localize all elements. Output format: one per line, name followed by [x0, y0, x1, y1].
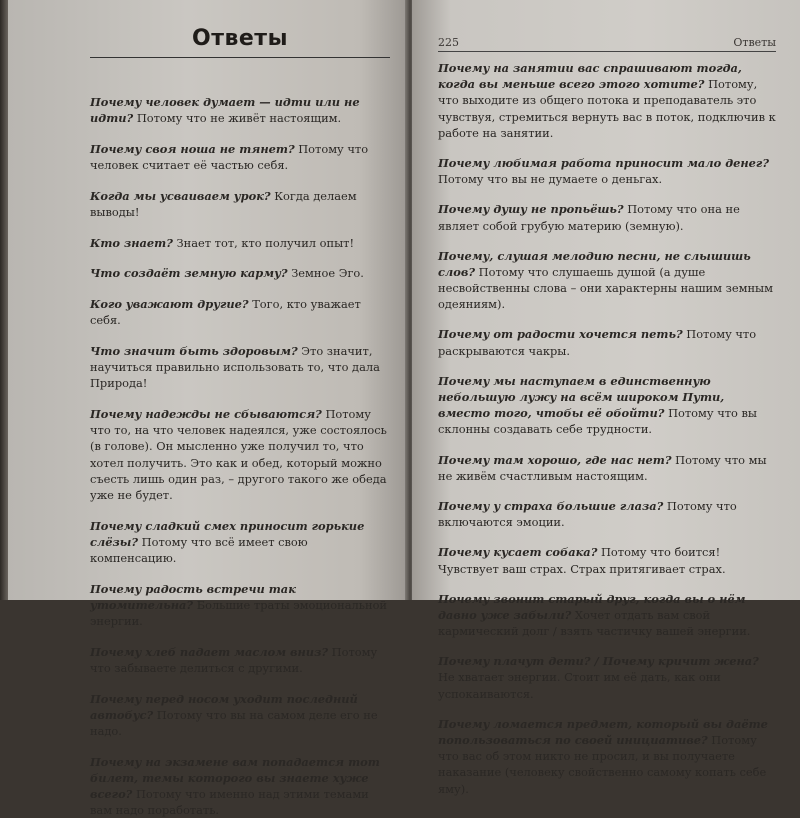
- qa-item: [90, 94, 390, 126]
- answer: Потому что вы склонны создавать себе трудности.: [438, 406, 757, 437]
- answer: Потому что слушаешь душой (а душе несвойственны слова – они характерны нашим земным одеяниям).: [438, 264, 773, 312]
- question: Почему ломается предмет, который вы даёте попользоваться по своей инициативе?: [438, 716, 768, 747]
- left-page: [8, 0, 408, 818]
- question: Почему своя ноша не тянет?: [90, 141, 295, 156]
- qa-item: [90, 754, 390, 818]
- answer: Когда делаем выводы!: [90, 188, 357, 219]
- question: Почему хлеб падает маслом вниз?: [90, 644, 329, 659]
- question: Почему, слушая мелодию песни, не слышишь слов?: [438, 248, 751, 279]
- title-divider: [90, 57, 390, 58]
- qa-item: [438, 591, 776, 640]
- qa-item: [438, 544, 776, 576]
- question: Почему от радости хочется петь?: [438, 327, 683, 342]
- answer: Потому что именно над этими темами вам надо поработать.: [90, 787, 369, 818]
- answer: Хочет отдать вам свой кармический долг / взять частичку вашей энергии.: [438, 607, 751, 639]
- qa-item: [438, 373, 776, 438]
- qa-item: [90, 644, 390, 676]
- question: Почему мы наступаем в единственную небольшую лужу на всём широком Пути, вместо того, чтобы её обойти?: [438, 373, 725, 421]
- question: Что создаёт земную карму?: [90, 266, 288, 281]
- qa-item: [438, 155, 776, 187]
- qa-item: [438, 716, 776, 797]
- answer: Потому что она не являет собой грубую материю (земную).: [438, 202, 740, 233]
- answer: Потому что не живёт настоящим.: [133, 111, 342, 126]
- question: Почему сладкий смех приносит горькие слёзы?: [90, 518, 365, 549]
- question: Почему перед носом уходит последний автобус?: [90, 691, 358, 722]
- qa-item: [90, 406, 390, 503]
- question: Почему человек думает — идти или не идти?: [90, 95, 360, 126]
- answer: Это значит, научиться правильно использовать то, что дала Природа!: [90, 343, 380, 391]
- answer: Большие траты эмоциональной энергии.: [90, 597, 388, 628]
- qa-item: [90, 141, 390, 173]
- answer: Потому что человек считает её частью себя.: [90, 141, 369, 173]
- qa-item: [90, 518, 390, 567]
- running-head-title: Ответы: [733, 36, 776, 49]
- qa-item: [90, 343, 390, 392]
- question: Почему плачут дети? / Почему кричит жена?: [438, 654, 759, 669]
- answer: Потому что вас об этом никто не просил, и вы получаете наказание (человеку свойственно самому копать себе яму).: [438, 733, 767, 796]
- answer: Потому что боится! Чувствует ваш страх. Страх притягивает страх.: [438, 545, 726, 576]
- question: Почему там хорошо, где нас нет?: [438, 452, 672, 467]
- qa-item: [438, 60, 776, 141]
- answer: Того, кто уважает себя.: [90, 297, 361, 328]
- qa-item: [90, 691, 390, 740]
- question: Почему любимая работа приносит мало денег?: [438, 155, 769, 170]
- answer: Потому что мы не живём счастливым настоящим.: [438, 452, 767, 483]
- chapter-title: Ответы: [192, 26, 288, 51]
- question: Почему звонит старый друг, когда вы о нём давно уже забыли?: [438, 591, 746, 622]
- question: Когда мы усваиваем урок?: [90, 188, 271, 203]
- qa-item: [438, 498, 776, 530]
- answer: Потому что вы на самом деле его не надо.: [90, 707, 378, 738]
- question: Почему на занятии вас спрашивают тогда, когда вы меньше всего этого хотите?: [438, 61, 742, 92]
- qa-item: [90, 581, 390, 630]
- answer: Не хватает энергии. Стоит им её дать, как они успокаиваются.: [438, 670, 721, 701]
- book-edge: [0, 0, 8, 600]
- question: Что значит быть здоровым?: [90, 343, 298, 358]
- page-number: 225: [438, 36, 459, 49]
- answer: Потому что забываете делиться с другими.: [90, 644, 378, 675]
- answer: Потому что то, на что человек надеялся, уже состоялось (в голове). Он мысленно уже получил то, что хотел получить. Это как и обед, который можно съесть лишь один раз, – другого такого же обеда уже не будет.: [90, 406, 387, 502]
- question: Почему у страха большие глаза?: [438, 498, 664, 513]
- answer: Потому что включаются эмоции.: [438, 498, 737, 530]
- question: Почему душу не пропьёшь?: [438, 202, 624, 217]
- question: Кто знает?: [90, 235, 173, 250]
- qa-list-left: [90, 94, 390, 818]
- running-header: [438, 36, 776, 52]
- qa-item: [438, 653, 776, 702]
- right-page: [412, 0, 800, 796]
- qa-item: [90, 265, 390, 281]
- answer: Потому, что выходите из общего потока и преподаватель это чувствуя, стремиться вернуть вас в поток, подключив к работе на занятии.: [438, 77, 776, 140]
- qa-item: [438, 248, 776, 313]
- qa-item: [438, 326, 776, 358]
- qa-item: [90, 188, 390, 220]
- qa-item: [90, 235, 390, 251]
- qa-item: [438, 452, 776, 484]
- answer: Знает тот, кто получил опыт!: [172, 235, 355, 250]
- question: Почему надежды не сбываются?: [90, 406, 322, 421]
- answer: Потому что всё имеет свою компенсацию.: [90, 534, 308, 565]
- qa-list-right: [438, 60, 776, 797]
- qa-item: [438, 201, 776, 233]
- question: Кого уважают другие?: [90, 297, 249, 311]
- question: Почему радость встречи так утомительна?: [90, 581, 296, 612]
- answer: Потому что раскрываются чакры.: [438, 327, 757, 358]
- question: Почему кусает собака?: [438, 545, 598, 560]
- answer: Потому что вы не думаете о деньгах.: [438, 172, 663, 187]
- question: Почему на экзамене вам попадается тот билет, темы которого вы знаете хуже всего?: [90, 754, 380, 801]
- qa-item: [90, 296, 390, 328]
- answer: Земное Эго.: [287, 266, 364, 281]
